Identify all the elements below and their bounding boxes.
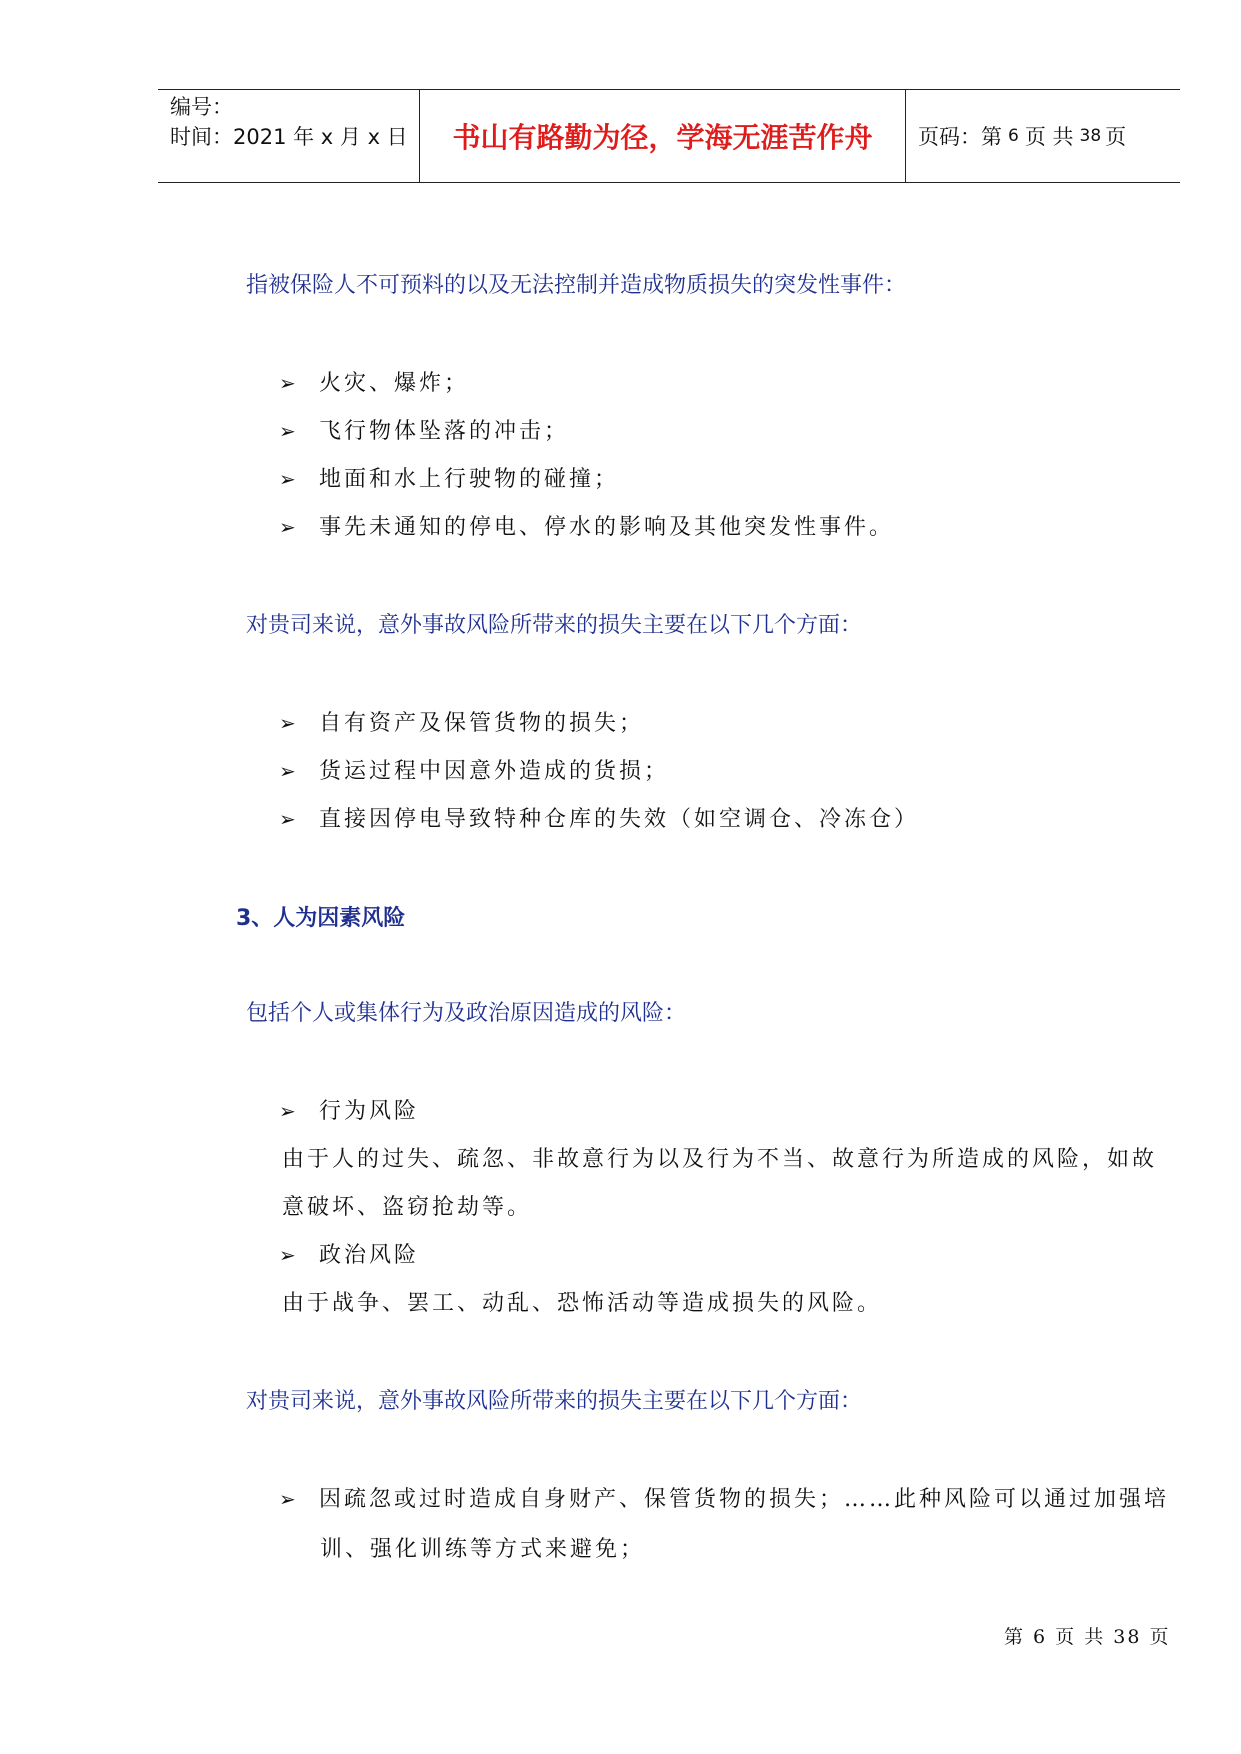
list-item-text: 货运过程中因意外造成的货损； bbox=[319, 759, 670, 784]
behavior-description-line: 由于人的过失、疏忽、非故意行为以及行为不当、故意行为所造成的风险，如故 bbox=[282, 1147, 1158, 1172]
behavior-description-line: 意破坏、盗窃抢劫等。 bbox=[282, 1195, 533, 1220]
list-item-text: 直接因停电导致特种仓库的失效（如空调仓、冷冻仓） bbox=[319, 807, 920, 832]
list-item bbox=[279, 510, 894, 541]
list-item-text: 飞行物体坠落的冲击； bbox=[319, 419, 570, 444]
page-prefix: 页码：第 bbox=[918, 125, 1002, 149]
page-footer: 第 6 页 共 38 页 bbox=[1004, 1626, 1171, 1648]
arrowhead-bullet-icon: ➢ bbox=[279, 467, 296, 491]
arrowhead-bullet-icon: ➢ bbox=[279, 1243, 296, 1267]
list-item-text: 地面和水上行驶物的碰撞； bbox=[319, 467, 620, 492]
arrowhead-bullet-icon: ➢ bbox=[279, 759, 296, 783]
arrowhead-bullet-icon: ➢ bbox=[279, 711, 296, 735]
list-item-continuation: 训、强化训练等方式来避免； bbox=[320, 1537, 646, 1562]
list-item bbox=[279, 366, 469, 397]
list-item-text: 因疏忽或过时造成自身财产、保管货物的损失；……此种风险可以通过加强培 bbox=[319, 1487, 1170, 1512]
page-mid: 页 共 bbox=[1024, 125, 1074, 149]
header-page-indicator bbox=[906, 90, 1180, 182]
human-loss-intro: 对贵司来说，意外事故风险所带来的损失主要在以下几个方面： bbox=[246, 1389, 863, 1414]
list-item bbox=[279, 802, 919, 833]
page-header bbox=[158, 89, 1180, 183]
list-item bbox=[279, 1482, 1169, 1513]
list-item-text: 行为风险 bbox=[319, 1099, 420, 1124]
list-item bbox=[279, 414, 569, 445]
accident-intro: 指被保险人不可预料的以及无法控制并造成物质损失的突发性事件： bbox=[246, 273, 907, 298]
page-suffix: 页 bbox=[1105, 125, 1127, 149]
list-item bbox=[279, 706, 644, 737]
list-item-text: 自有资产及保管货物的损失； bbox=[319, 711, 645, 736]
page-current-number: 6 bbox=[1008, 126, 1019, 146]
accident-loss-intro: 对贵司来说，意外事故风险所带来的损失主要在以下几个方面： bbox=[246, 613, 863, 638]
header-motto: 书山有路勤为径，学海无涯苦作舟 bbox=[420, 90, 906, 182]
list-item-text: 事先未通知的停电、停水的影响及其他突发性事件。 bbox=[319, 515, 895, 540]
list-item bbox=[279, 754, 669, 785]
arrowhead-bullet-icon: ➢ bbox=[279, 1099, 296, 1123]
page-total-number: 38 bbox=[1079, 126, 1102, 146]
arrowhead-bullet-icon: ➢ bbox=[279, 807, 296, 831]
list-item bbox=[279, 1094, 419, 1125]
list-item bbox=[279, 462, 619, 493]
arrowhead-bullet-icon: ➢ bbox=[279, 1487, 296, 1511]
header-meta bbox=[158, 90, 420, 182]
list-item bbox=[279, 1238, 419, 1269]
arrowhead-bullet-icon: ➢ bbox=[279, 371, 296, 395]
arrowhead-bullet-icon: ➢ bbox=[279, 515, 296, 539]
list-item-text: 政治风险 bbox=[319, 1243, 420, 1268]
document-number-label: 编号： bbox=[170, 95, 233, 119]
list-item-text: 火灾、爆炸； bbox=[319, 371, 470, 396]
arrowhead-bullet-icon: ➢ bbox=[279, 419, 296, 443]
human-intro: 包括个人或集体行为及政治原因造成的风险： bbox=[246, 1001, 687, 1026]
document-date: 时间：2021 年 x 月 x 日 bbox=[170, 125, 408, 149]
political-description: 由于战争、罢工、动乱、恐怖活动等造成损失的风险。 bbox=[282, 1291, 883, 1316]
section-title: 3、人为因素风险 bbox=[236, 906, 406, 931]
